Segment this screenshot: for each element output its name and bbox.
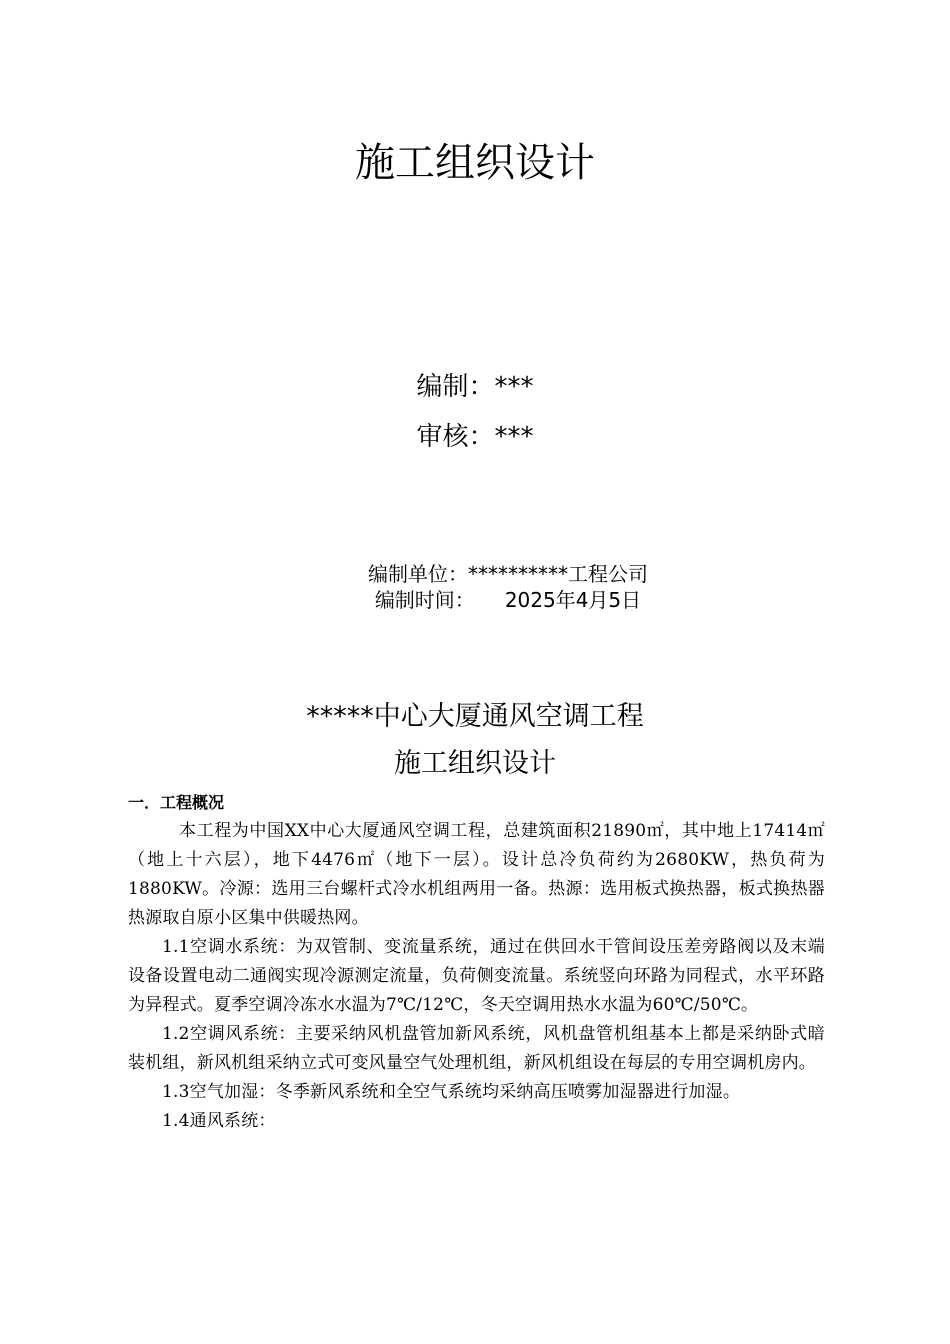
project-title: *****中心大厦通风空调工程 bbox=[306, 701, 644, 732]
paragraph-humidification: 1.3空气加湿：冬季新风系统和全空气系统均采纳高压喷雾加湿器进行加湿。 bbox=[162, 1082, 741, 1102]
date-label: 编制时间： bbox=[374, 588, 475, 612]
organization-line: 编制单位：**********工程公司 bbox=[368, 562, 648, 586]
section-body bbox=[128, 817, 825, 1136]
section-heading: 一．工程概况 bbox=[128, 793, 225, 812]
paragraph-water-system: 1.1空调水系统：为双管制、变流量系统，通过在供回水干管间设压差旁路阀以及末端设备设置电动二通阀实现冷源测定流量，负荷侧变流量。系统竖向环路为同程式，水平环路为异程式。夏季空调冷冻水水温为7℃/12℃，冬天空调用热水水温为60℃/50℃。 bbox=[128, 937, 825, 1015]
reviewer-line: 审核：*** bbox=[416, 422, 534, 452]
cover-title: 施工组织设计 bbox=[355, 140, 595, 186]
paragraph-air-system: 1.2空调风系统：主要采纳风机盘管加新风系统，风机盘管机组基本上都是采纳卧式暗装机组，新风机组采纳立式可变风量空气处理机组，新风机组设在每层的专用空调机房内。 bbox=[128, 1024, 825, 1073]
paragraph-ventilation: 1.4通风系统： bbox=[162, 1111, 276, 1131]
editor-line: 编制：*** bbox=[416, 372, 534, 402]
date-value: 2025年4月5日 bbox=[504, 588, 642, 612]
date-line bbox=[0, 587, 950, 613]
paragraph-overview: 本工程为中国XX中心大厦通风空调工程，总建筑面积21890㎡，其中地上17414㎡（地上十六层），地下4476㎡（地下一层）。设计总冷负荷约为2680KW，热负荷为1880KW。冷源：选用三台螺杆式冷水机组两用一备。热源：选用板式换热器，板式换热器热源取自原小区集中供暖热网。 bbox=[128, 821, 825, 928]
project-subtitle: 施工组织设计 bbox=[394, 748, 556, 779]
